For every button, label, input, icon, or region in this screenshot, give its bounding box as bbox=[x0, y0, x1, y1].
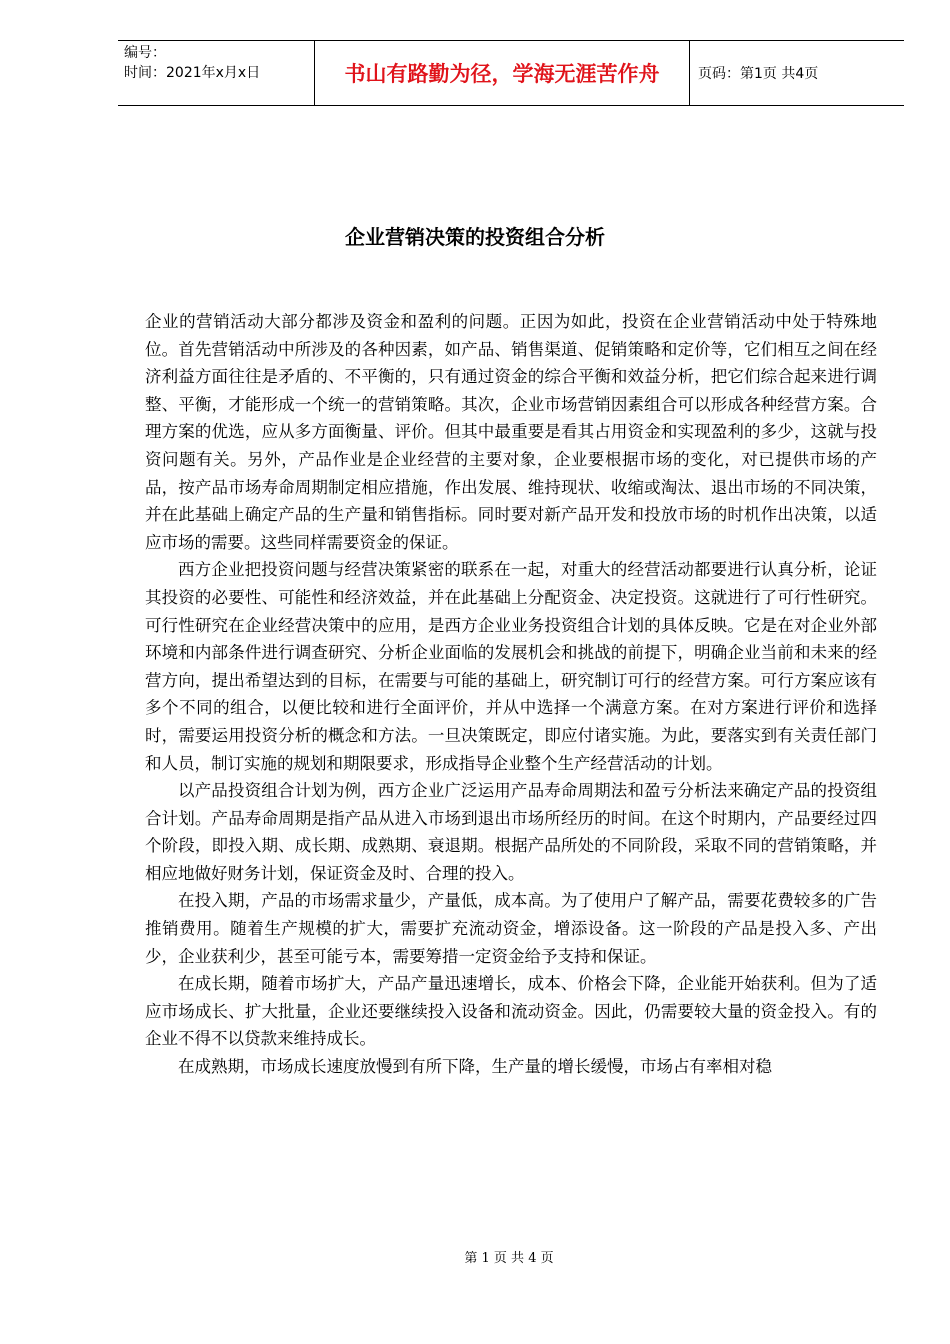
header-meta bbox=[118, 41, 315, 105]
time-label: 时间：2021年x月x日 bbox=[124, 65, 261, 81]
header-table bbox=[118, 40, 904, 106]
paragraph: 在成长期，随着市场扩大，产品产量迅速增长，成本、价格会下降，企业能开始获利。但为了适应市场成长、扩大批量，企业还要继续投入设备和流动资金。因此，仍需要较大量的资金投入。有的企业不得不以贷款来维持成长。 bbox=[145, 974, 877, 1049]
header-motto: 书山有路勤为径，学海无涯苦作舟 bbox=[315, 41, 690, 105]
document-title: 企业营销决策的投资组合分析 bbox=[345, 225, 605, 249]
paragraph: 在成熟期，市场成长速度放慢到有所下降，生产量的增长缓慢，市场占有率相对稳 bbox=[178, 1057, 772, 1077]
page-footer: 第 1 页 共 4 页 bbox=[464, 1251, 554, 1266]
paragraph: 以产品投资组合计划为例，西方企业广泛运用产品寿命周期法和盈亏分析法来确定产品的投资组合计划。产品寿命周期是指产品从进入市场到退出市场所经历的时间。在这个时期内，产品要经过四个阶段，即投入期、成长期、成熟期、衰退期。根据产品所处的不同阶段，采取不同的营销策略，并相应地做好财务计划，保证资金及时、合理的投入。 bbox=[145, 781, 877, 883]
header-page-info: 页码：第1页 共4页 bbox=[698, 66, 819, 82]
paragraph: 西方企业把投资问题与经营决策紧密的联系在一起，对重大的经营活动都要进行认真分析，论证其投资的必要性、可能性和经济效益，并在此基础上分配资金、决定投资。这就进行了可行性研究。可行性研究在企业经营决策中的应用，是西方企业业务投资组合计划的具体反映。它是在对企业外部环境和内部条件进行调查研究、分析企业面临的发展机会和挑战的前提下，明确企业当前和未来的经营方向，提出希望达到的目标，在需要与可能的基础上，研究制订可行的经营方案。可行方案应该有多个不同的组合，以便比较和进行全面评价，并从中选择一个满意方案。在对方案进行评价和选择时，需要运用投资分析的概念和方法。一旦决策既定，即应付诸实施。为此，要落实到有关责任部门和人员，制订实施的规划和期限要求，形成指导企业整个生产经营活动的计划。 bbox=[145, 560, 877, 773]
number-label: 编号： bbox=[124, 45, 166, 61]
paragraph: 企业的营销活动大部分都涉及资金和盈利的问题。正因为如此，投资在企业营销活动中处于特殊地位。首先营销活动中所涉及的各种因素，如产品、销售渠道、促销策略和定价等，它们相互之间在经济利益方面往往是矛盾的、不平衡的，只有通过资金的综合平衡和效益分析，把它们综合起来进行调整、平衡，才能形成一个统一的营销策略。其次，企业市场营销因素组合可以形成各种经营方案。合理方案的优选，应从多方面衡量、评价。但其中最重要是看其占用资金和实现盈利的多少，这就与投资问题有关。另外，产品作业是企业经营的主要对象，企业要根据市场的变化，对已提供市场的产品，按产品市场寿命周期制定相应措施，作出发展、维持现状、收缩或淘汰、退出市场的不同决策，并在此基础上确定产品的生产量和销售指标。同时要对新产品开发和投放市场的时机作出决策，以适应市场的需要。这些同样需要资金的保证。 bbox=[145, 312, 877, 552]
document-body bbox=[145, 308, 877, 1081]
paragraph: 在投入期，产品的市场需求量少，产量低，成本高。为了使用户了解产品，需要花费较多的广告推销费用。随着生产规模的扩大，需要扩充流动资金，增添设备。这一阶段的产品是投入多、产出少，企业获利少，甚至可能亏本，需要筹措一定资金给予支持和保证。 bbox=[145, 891, 877, 966]
